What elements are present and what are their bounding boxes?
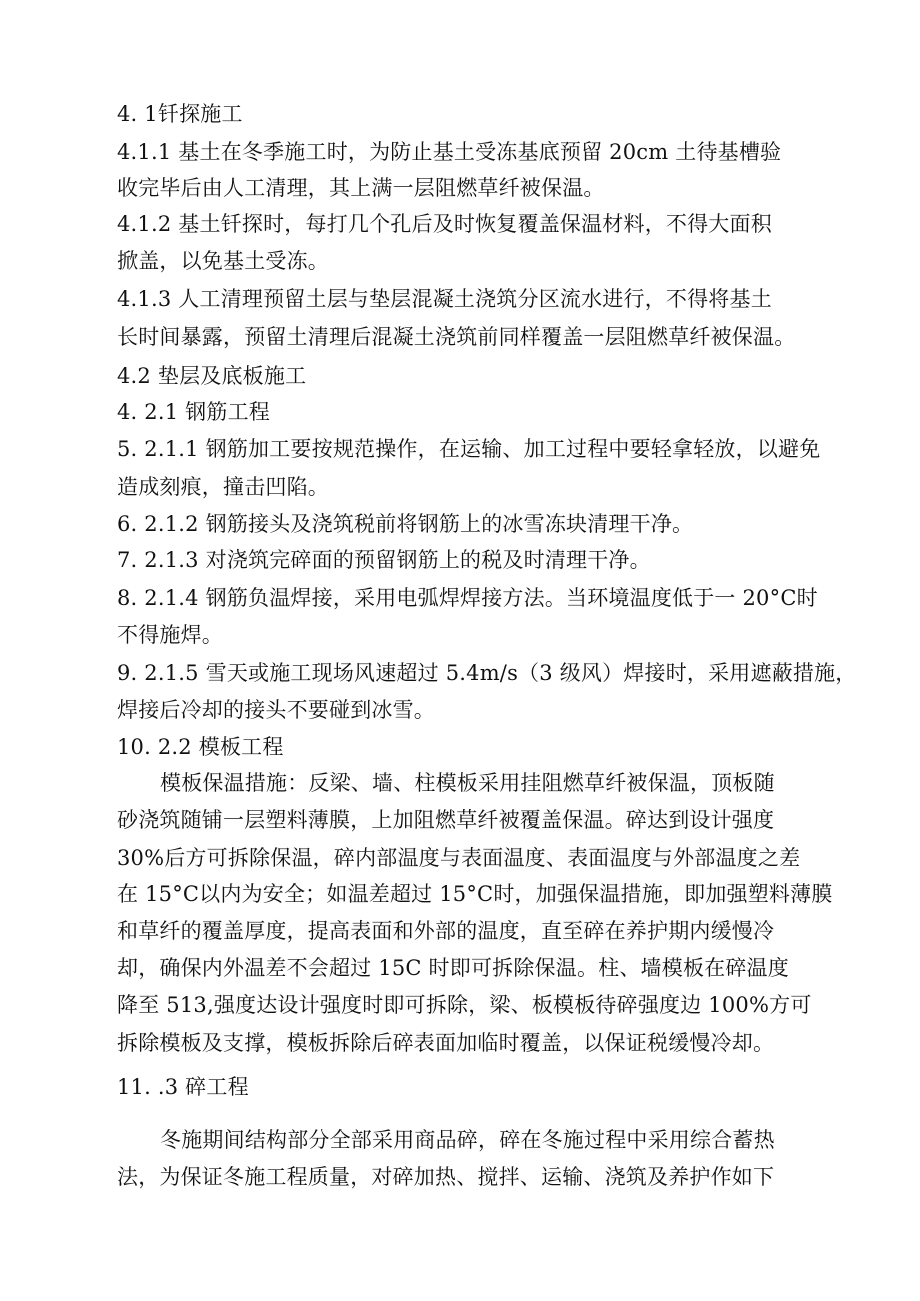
- paragraph-line: 掀盖，以免基土受冻。: [117, 249, 329, 273]
- paragraph-line: 5. 2.1.1 钢筋加工要按规范操作，在运输、加工过程中要轻拿轻放，以避免: [117, 437, 821, 461]
- section-heading-4-2: 4.2 垫层及底板施工: [117, 364, 307, 388]
- paragraph-line: 4.1.2 基土钎探时，每打几个孔后及时恢复覆盖保温材料，不得大面积: [117, 212, 772, 236]
- paragraph-line: 9. 2.1.5 雪天或施工现场风速超过 5.4m/s（3 级风）焊接时，采用遮蔽措施，: [117, 661, 857, 685]
- paragraph-line: 6. 2.1.2 钢筋接头及浇筑税前将钢筋上的冰雪冻块清理干净。: [117, 512, 694, 536]
- paragraph-line: 造成刻痕，撞击凹陷。: [117, 475, 329, 499]
- paragraph-line: 冬施期间结构部分全部采用商品碎，碎在冬施过程中采用综合蓄热: [160, 1128, 775, 1152]
- paragraph-line: 砂浇筑随铺一层塑料薄膜，上加阻燃草纤被覆盖保温。碎达到设计强度: [117, 808, 775, 832]
- paragraph-line: 7. 2.1.3 对浇筑完碎面的预留钢筋上的税及时清理干净。: [117, 548, 651, 572]
- paragraph-line: 在 15°C以内为安全；如温差超过 15°C时，加强保温措施，即加强塑料薄膜: [117, 882, 833, 906]
- paragraph-line: 焊接后冷却的接头不要碰到冰雪。: [117, 698, 435, 722]
- paragraph-line: 4.1.3 人工清理预留土层与垫层混凝土浇筑分区流水进行，不得将基土: [117, 287, 772, 311]
- paragraph-line: 4.1.1 基土在冬季施工时，为防止基土受冻基底预留 20cm 土待基槽验: [117, 140, 782, 164]
- subsection-heading: 11. .3 碎工程: [117, 1075, 249, 1099]
- paragraph-line: 和草纤的覆盖厚度，提高表面和外部的温度，直至碎在养护期内缓慢冷: [117, 919, 775, 943]
- subsection-heading: 4. 2.1 钢筋工程: [117, 400, 270, 424]
- subsection-heading: 10. 2.2 模板工程: [117, 735, 284, 759]
- section-heading-4-1: 4. 1钎探施工: [117, 102, 243, 126]
- paragraph-line: 降至 513,强度达设计强度时即可拆除，梁、板模板待碎强度边 100%方可: [117, 993, 812, 1017]
- paragraph-line: 收完毕后由人工清理，其上满一层阻燃草纤被保温。: [117, 176, 605, 200]
- paragraph-line: 拆除模板及支撑，模板拆除后碎表面加临时覆盖，以保证税缓慢冷却。: [117, 1031, 775, 1055]
- paragraph-line: 不得施焊。: [117, 623, 223, 647]
- paragraph-line: 却，确保内外温差不会超过 15C 时即可拆除保温。柱、墙模板在碎温度: [117, 956, 789, 980]
- paragraph-line: 模板保温措施：反梁、墙、柱模板采用挂阻燃草纤被保温，顶板随: [160, 771, 775, 795]
- paragraph-line: 8. 2.1.4 钢筋负温焊接，采用电弧焊焊接方法。当环境温度低于一 20°C时: [117, 586, 818, 610]
- paragraph-line: 长时间暴露，预留土清理后混凝土浇筑前同样覆盖一层阻燃草纤被保温。: [117, 325, 796, 349]
- paragraph-line: 30%后方可拆除保温，碎内部温度与表面温度、表面温度与外部温度之差: [117, 846, 801, 870]
- paragraph-line: 法，为保证冬施工程质量，对碎加热、搅拌、运输、浇筑及养护作如下: [117, 1165, 775, 1189]
